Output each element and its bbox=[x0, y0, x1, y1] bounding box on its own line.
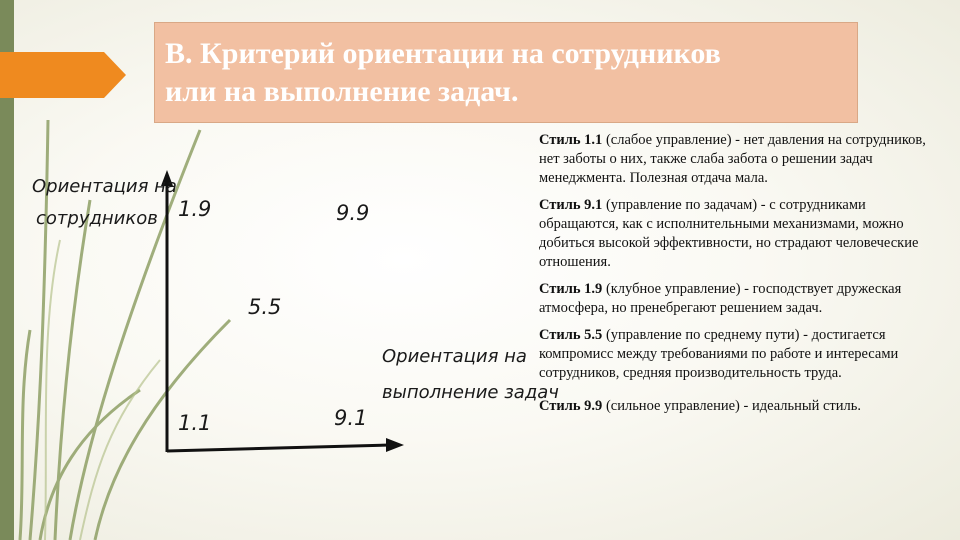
style-name: Стиль 1.9 bbox=[539, 281, 603, 297]
style-text: (клубное управление) - господствует дружеская атмосфера, но пренебрегают решением задач. bbox=[539, 281, 902, 316]
style-item bbox=[539, 196, 949, 272]
title-line-2: или на выполнение задач. bbox=[165, 75, 519, 108]
style-name: Стиль 5.5 bbox=[539, 327, 603, 343]
styles-description bbox=[539, 131, 949, 424]
x-axis bbox=[167, 445, 390, 451]
point-9-1: 9.1 bbox=[334, 406, 368, 430]
style-item bbox=[539, 397, 949, 416]
title-box bbox=[154, 22, 858, 123]
style-name: Стиль 9.1 bbox=[539, 197, 603, 213]
point-1-9: 1.9 bbox=[178, 197, 212, 221]
style-text: (сильное управление) - идеальный стиль. bbox=[602, 398, 861, 414]
style-name: Стиль 1.1 bbox=[539, 132, 603, 148]
style-item bbox=[539, 131, 949, 188]
point-9-9: 9.9 bbox=[336, 201, 370, 225]
style-text: (управление по задачам) - с сотрудниками обращаются, как с исполнительными механизмами, можно добиться высокой эффективности, но страдают человеческие отношения. bbox=[539, 197, 919, 270]
style-text: (слабое управление) - нет давления на сотрудников, нет заботы о них, также слаба забота о решении задач менеджмента. Полезная отдача мала. bbox=[539, 132, 926, 186]
style-name: Стиль 9.9 bbox=[539, 398, 603, 414]
style-item bbox=[539, 326, 949, 383]
style-item bbox=[539, 280, 949, 318]
y-axis-label-line-1: Ориентация на bbox=[32, 176, 177, 197]
title-line-1: В. Критерий ориентации на сотрудников bbox=[165, 37, 721, 70]
x-axis-arrow bbox=[386, 438, 404, 452]
style-text: (управление по среднему пути) - достигается компромисс между требованиями по работе и интересами сотрудников, средняя производительность труда. bbox=[539, 327, 899, 381]
point-5-5: 5.5 bbox=[248, 295, 282, 319]
y-axis-label-line-2: сотрудников bbox=[36, 208, 158, 229]
managerial-grid-diagram bbox=[0, 140, 559, 480]
orange-arrow-tab bbox=[0, 52, 126, 98]
point-1-1: 1.1 bbox=[178, 411, 212, 435]
x-axis-label-line-1: Ориентация на bbox=[382, 346, 527, 367]
x-axis-label-line-2: выполнение задач bbox=[382, 382, 559, 403]
